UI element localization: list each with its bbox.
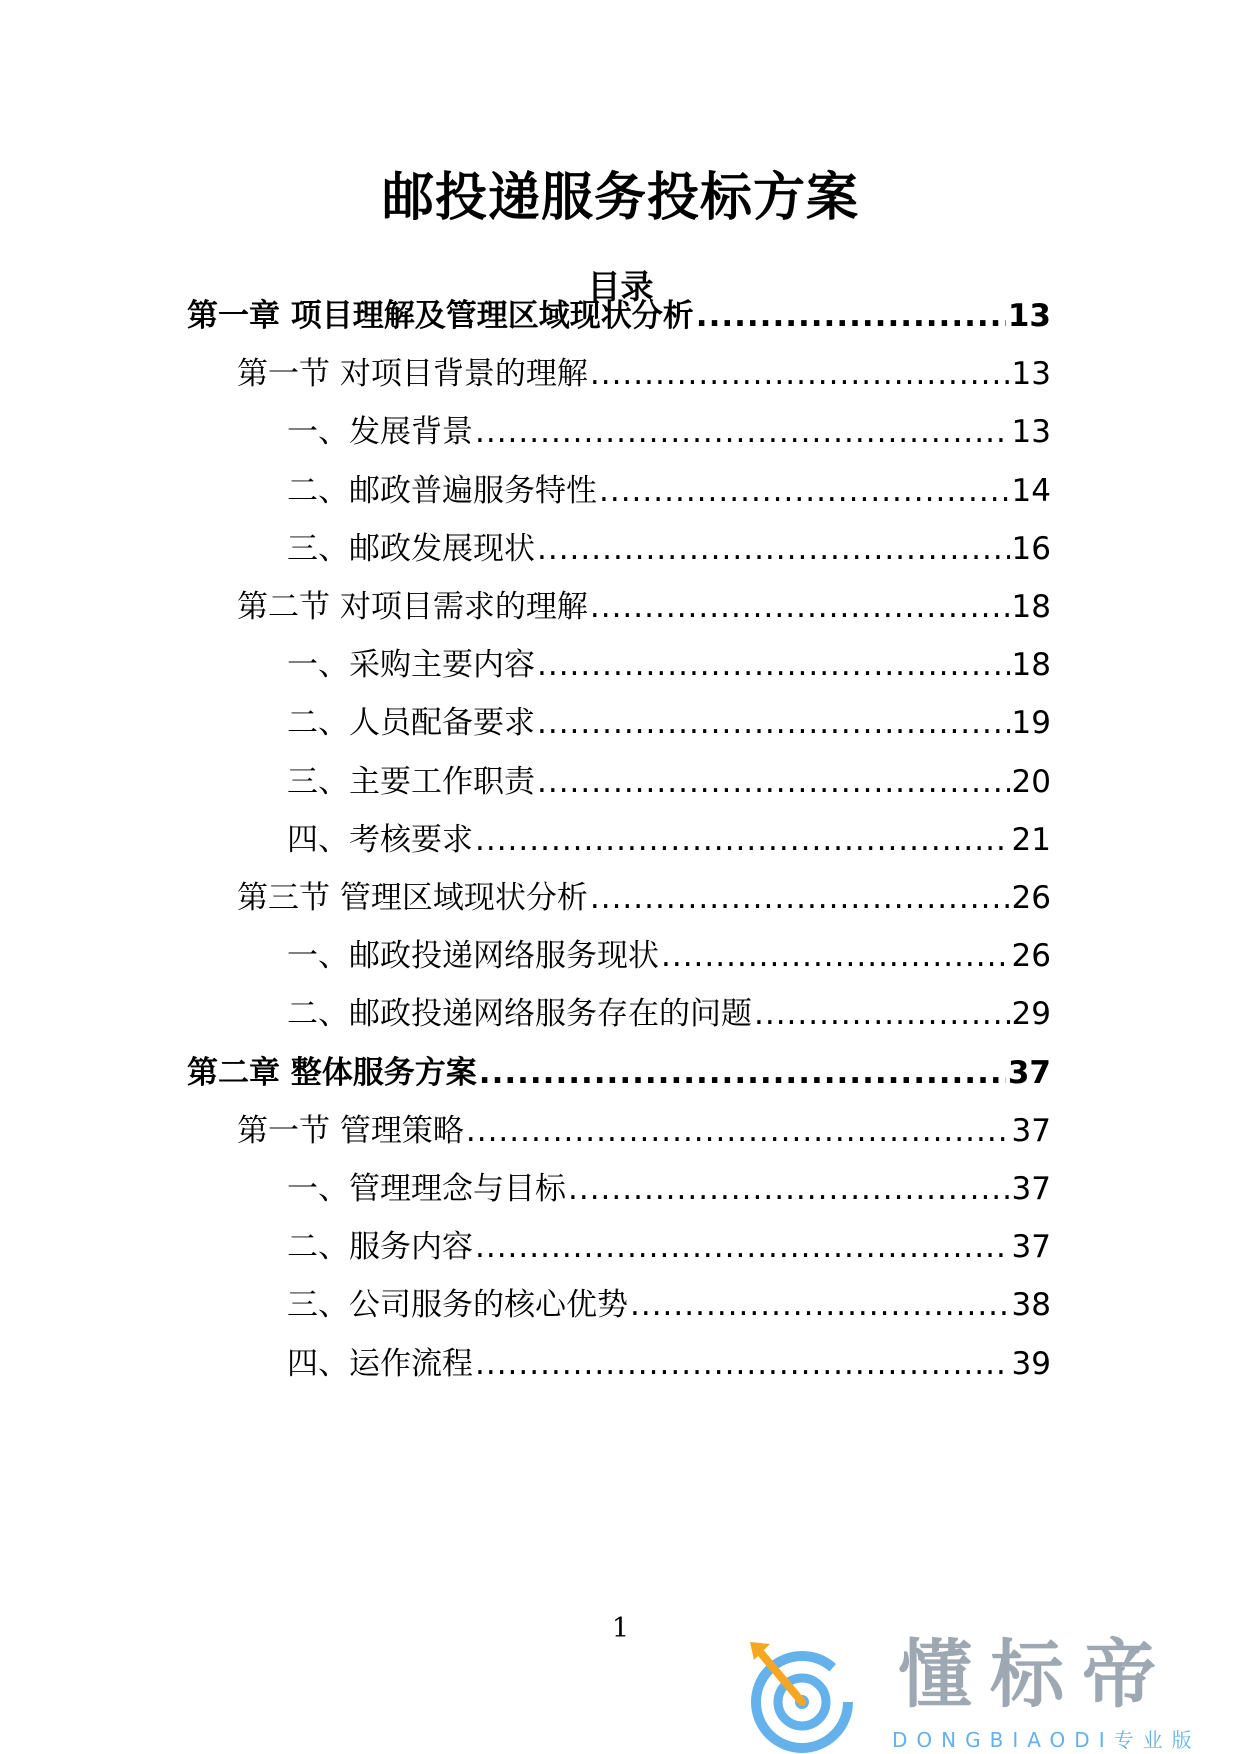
toc-entry-page: 37 xyxy=(1011,1113,1051,1149)
toc-entry[interactable] xyxy=(0,1227,1051,1267)
toc-entry[interactable] xyxy=(0,529,1051,569)
toc-entry-label: 三、主要工作职责 xyxy=(287,764,535,800)
toc-dot-leader xyxy=(475,1227,1010,1267)
toc-entry-page: 21 xyxy=(1011,822,1051,858)
toc-entry[interactable] xyxy=(0,412,1051,452)
toc-dot-leader xyxy=(479,1053,1006,1093)
toc-entry-label: 三、公司服务的核心优势 xyxy=(287,1287,628,1323)
toc-entry-label: 一、邮政投递网络服务现状 xyxy=(287,938,659,974)
toc-entry-page: 13 xyxy=(1007,298,1051,334)
toc-entry-label: 四、运作流程 xyxy=(287,1346,473,1382)
toc-entry-label: 二、邮政普遍服务特性 xyxy=(287,473,597,509)
toc-entry-page: 14 xyxy=(1011,473,1051,509)
toc-entry-label: 第一节 对项目背景的理解 xyxy=(237,356,588,392)
toc-entry-page: 29 xyxy=(1011,996,1051,1032)
toc-dot-leader xyxy=(590,878,1010,918)
toc-entry-page: 37 xyxy=(1011,1171,1051,1207)
toc-entry-page: 19 xyxy=(1011,705,1051,741)
toc-entry-label: 一、发展背景 xyxy=(287,414,473,450)
toc-entry-page: 37 xyxy=(1007,1055,1051,1091)
toc-entry-page: 13 xyxy=(1011,414,1051,450)
watermark xyxy=(740,1632,1220,1754)
toc-dot-leader xyxy=(568,1169,1010,1209)
toc-entry[interactable] xyxy=(0,1344,1051,1384)
toc-entry[interactable] xyxy=(0,296,1051,336)
toc-entry[interactable] xyxy=(0,1285,1051,1325)
toc-dot-leader xyxy=(599,471,1010,511)
watermark-brand: 懂标帝 xyxy=(898,1632,1174,1718)
toc-entry-label: 二、人员配备要求 xyxy=(287,705,535,741)
toc-entry[interactable] xyxy=(0,354,1051,394)
toc-entry-page: 38 xyxy=(1011,1287,1051,1323)
toc-entry[interactable] xyxy=(0,587,1051,627)
toc-entry-label: 三、邮政发展现状 xyxy=(287,531,535,567)
toc-entry[interactable] xyxy=(0,762,1051,802)
toc-entry-page: 13 xyxy=(1011,356,1051,392)
toc-dot-leader xyxy=(475,1344,1010,1384)
toc-entry-label: 一、管理理念与目标 xyxy=(287,1171,566,1207)
toc-entry-label: 一、采购主要内容 xyxy=(287,647,535,683)
toc-dot-leader xyxy=(537,645,1010,685)
toc-entry-label: 二、服务内容 xyxy=(287,1229,473,1265)
toc-dot-leader xyxy=(537,762,1010,802)
toc-entry-page: 26 xyxy=(1011,938,1051,974)
toc-dot-leader xyxy=(661,936,1010,976)
toc-entry-label: 第二节 对项目需求的理解 xyxy=(237,589,588,625)
toc-entry-page: 18 xyxy=(1011,589,1051,625)
toc-entry[interactable] xyxy=(0,471,1051,511)
toc-dot-leader xyxy=(590,587,1010,627)
toc-dot-leader xyxy=(475,412,1010,452)
toc-entry-label: 第二章 整体服务方案 xyxy=(187,1055,477,1091)
toc-entry[interactable] xyxy=(0,820,1051,860)
toc-entry-page: 37 xyxy=(1011,1229,1051,1265)
toc-entry-page: 26 xyxy=(1011,880,1051,916)
toc-entry-label: 第三节 管理区域现状分析 xyxy=(237,880,588,916)
page-number: 1 xyxy=(611,1613,630,1644)
toc-entry-label: 第一章 项目理解及管理区域现状分析 xyxy=(187,298,694,334)
toc-entry-page: 18 xyxy=(1011,647,1051,683)
toc-dot-leader xyxy=(466,1111,1010,1151)
toc-dot-leader xyxy=(696,296,1006,336)
toc-entry-page: 20 xyxy=(1011,764,1051,800)
toc-entry[interactable] xyxy=(0,936,1051,976)
document-title: 邮投递服务投标方案 xyxy=(381,168,859,228)
toc-entry-page: 39 xyxy=(1011,1346,1051,1382)
toc-entry[interactable] xyxy=(0,1053,1051,1093)
watermark-subtitle: DONGBIAODI专业版 xyxy=(892,1728,1201,1752)
toc-dot-leader xyxy=(475,820,1010,860)
toc-dot-leader xyxy=(537,703,1010,743)
toc-dot-leader xyxy=(630,1285,1010,1325)
toc-entry[interactable] xyxy=(0,703,1051,743)
toc-dot-leader xyxy=(590,354,1010,394)
toc-dot-leader xyxy=(754,994,1010,1034)
toc-entry[interactable] xyxy=(0,994,1051,1034)
toc-entry-label: 二、邮政投递网络服务存在的问题 xyxy=(287,996,752,1032)
toc-entry-label: 四、考核要求 xyxy=(287,822,473,858)
toc-entry-page: 16 xyxy=(1011,531,1051,567)
target-arrow-logo-icon xyxy=(740,1632,880,1754)
toc-entry[interactable] xyxy=(0,1111,1051,1151)
toc-heading: 目录 xyxy=(587,267,654,306)
toc-entry-label: 第一节 管理策略 xyxy=(237,1113,464,1149)
toc-entry[interactable] xyxy=(0,878,1051,918)
toc-entry[interactable] xyxy=(0,645,1051,685)
toc-dot-leader xyxy=(537,529,1010,569)
toc-entry[interactable] xyxy=(0,1169,1051,1209)
